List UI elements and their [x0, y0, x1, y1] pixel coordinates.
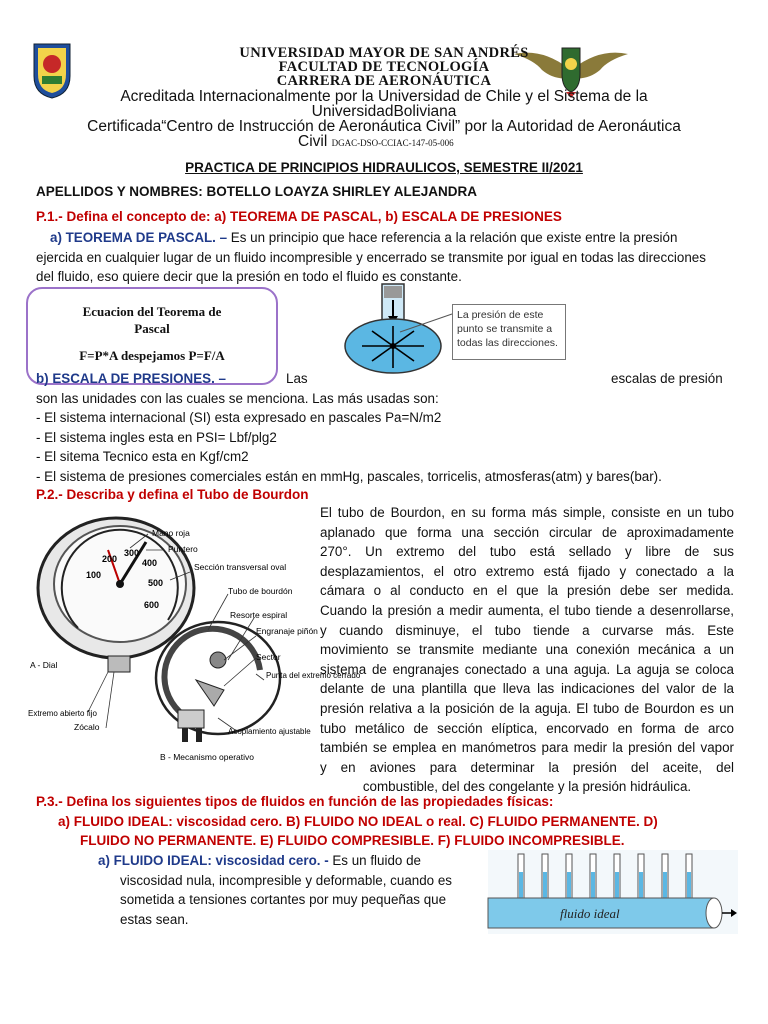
p2-line: movimiento se transmite mediante una conexión mecánica a un	[320, 642, 734, 658]
formula-title: Ecuacion del Teorema de Pascal	[82, 304, 222, 336]
label-punta: Punta del extremo cerrado	[266, 671, 361, 680]
p2-line: El tubo de Bourdon, en su forma más simple, consiste en un tubo	[320, 505, 734, 520]
p1-b-line-1	[36, 369, 226, 389]
label-tubo: Tubo de bourdón	[228, 586, 293, 596]
p2-line: y en aviones para determinar la presión del aceite, del	[320, 759, 734, 775]
university-name: UNIVERSIDAD MAYOR DE SAN ANDRÉS	[239, 45, 529, 61]
p2-line: 270°. Un extremo del tubo está sellado y libre de sus	[320, 544, 734, 560]
p2-line: también se emplea en manómetros para medir la presión del vapor	[320, 740, 734, 756]
bourdon-tube-diagram	[28, 520, 361, 770]
p2-line: sistema de engranajes conectado a una aguja. La aguja se coloca	[320, 661, 734, 677]
student-name: APELLIDOS Y NOMBRES: BOTELLO LOAYZA SHIRLEY ALEJANDRA	[36, 184, 478, 199]
p1-a-line-2: ejercida en cualquier lugar de un fluido incompresible y encerrado se transmite por igual en todas las direcciones	[36, 250, 706, 265]
pressure-scale-item: - El sistema de presiones comerciales están en mmHg, pascales, torricelis, atmosferas(atm) y bares(bar).	[36, 469, 662, 484]
p2-line: desplazamientos, el otro extremo está fijado y conectado a la	[320, 563, 734, 579]
career-name: CARRERA DE AERONÁUTICA	[276, 73, 492, 89]
label-resorte: Resorte espiral	[230, 610, 288, 620]
p3-a-line-2: viscosidad nula, incompresible y deformable, cuando es	[120, 873, 452, 888]
p1-b-word-las: Las	[286, 371, 308, 386]
certification-civil: Civil	[298, 133, 328, 150]
bourdon-mechanism-graphic	[156, 622, 280, 742]
formula-equation: F=P*A despejamos P=F/A	[79, 348, 225, 363]
certification-code: DGAC-DSO-CCIAC-147-05-006	[331, 138, 454, 148]
pascal-callout: La presión de este punto se transmite a todas las direcciones.	[452, 304, 566, 360]
p2-line: combustible, del des congelante y la presión hidráulica.	[362, 779, 692, 795]
p1-b-right: escalas de presión	[611, 371, 723, 386]
label-extremo: Extremo abierto fijo	[28, 709, 97, 718]
label-puntero: Puntero	[168, 544, 198, 554]
dial-tick: 600	[144, 600, 160, 610]
p2-question: P.2.- Describa y defina el Tubo de Bourdon	[36, 487, 309, 502]
p3-a-line-1	[98, 851, 478, 871]
p1-a-line-1	[50, 228, 734, 248]
p1-question: P.1.- Defina el concepto de: a) TEOREMA DE PASCAL, b) ESCALA DE PRESIONES	[36, 209, 562, 224]
p3-a-label: a) FLUIDO IDEAL: viscosidad cero. -	[98, 853, 329, 868]
p1-b-label: b) ESCALA DE PRESIONES. –	[36, 371, 226, 386]
p2-line: tubo metálico de sección elíptica, encorvado en forma de arco	[320, 720, 734, 736]
pipe-label: fluido ideal	[560, 906, 620, 921]
label-mano-roja: Mano roja	[152, 528, 190, 538]
faculty-name: FACULTAD DE TECNOLOGÍA	[278, 59, 490, 75]
p2-line: delante de una plantilla que lleva las indicaciones del valor de la	[320, 681, 734, 697]
pressure-scale-item: - El sistema internacional (SI) esta expresado en pascales Pa=N/m2	[36, 410, 442, 425]
label-acoplamiento: Acoplamiento ajustable	[228, 727, 311, 736]
p1-a-label: a) TEOREMA DE PASCAL. –	[50, 230, 228, 245]
pressure-scale-item: - El sitema Tecnico esta en Kgf/cm2	[36, 449, 249, 464]
label-engranaje: Engranaje piñón	[256, 626, 318, 636]
dial-tick: 400	[142, 558, 158, 568]
practice-title: PRACTICA DE PRINCIPIOS HIDRAULICOS, SEMESTRE II/2021	[185, 160, 583, 175]
p2-line: presión relativa a la posición de la aguja. El tubo de Bourdon es un	[320, 700, 734, 716]
p3-a-line-3: sometida a tensiones cortantes por muy pequeñas que	[120, 892, 447, 907]
accreditation-line-2: UniversidadBoliviana	[311, 103, 457, 120]
dial-tick: 300	[124, 548, 140, 558]
label-mecanismo: B - Mecanismo operativo	[160, 752, 255, 762]
pressure-scale-item: - El sistema ingles esta en PSI= Lbf/plg2	[36, 430, 277, 445]
p3-list-line-2: FLUIDO NO PERMANENTE. E) FLUIDO COMPRESIBLE. F) FLUIDO INCOMPRESIBLE.	[80, 833, 625, 848]
label-sector: Sector	[256, 652, 281, 662]
p2-line: cámara o al conducto en el que la presión debe ser medida.	[320, 583, 734, 599]
p1-b-line-2: son las unidades con las cuales se menciona. Las más usadas son:	[36, 391, 439, 406]
label-seccion: Sección transversal oval	[194, 562, 287, 572]
label-dial: A - Dial	[30, 660, 58, 670]
certification-line-1: Certificada“Centro de Instrucción de Aeronáutica Civil” por la Autoridad de Aeronáutica	[87, 118, 681, 135]
ideal-fluid-pipe-diagram	[488, 850, 738, 934]
p3-a-text-1: Es un fluido de	[328, 853, 421, 868]
dial-tick: 100	[86, 570, 102, 580]
p2-paragraph	[320, 503, 734, 797]
dial-tick: 500	[148, 578, 164, 588]
p2-line: Cuando la presión a medir aumenta, el tubo tiende a desenrollarse,	[320, 602, 734, 618]
label-zocalo: Zócalo	[74, 722, 100, 732]
p3-list-line-1: a) FLUIDO IDEAL: viscosidad cero. B) FLUIDO NO IDEAL o real. C) FLUIDO PERMANENTE. D)	[58, 814, 658, 829]
p1-a-line-3: del fluido, eso quiere decir que la presión en todo el fluido es constante.	[36, 269, 462, 284]
p3-a-line-4: estas sean.	[120, 912, 189, 927]
certification-line-2	[298, 133, 454, 152]
accreditation-line-1: Acreditada Internacionalmente por la Universidad de Chile y el Sistema de la	[120, 88, 648, 105]
p1-a-text-1: Es un principio que hace referencia a la relación que existe entre la presión	[227, 230, 678, 245]
p2-line: y cuando disminuye, el tubo tiende a curvarse más. Este	[320, 622, 734, 638]
dial-tick: 200	[102, 554, 118, 564]
p2-line: aplanado que forma una sección circular de aproximadamente	[320, 524, 734, 540]
pascal-vessel-diagram	[340, 284, 452, 376]
p3-question: P.3.- Defina los siguientes tipos de fluidos en función de las propiedades físicas:	[36, 794, 554, 809]
